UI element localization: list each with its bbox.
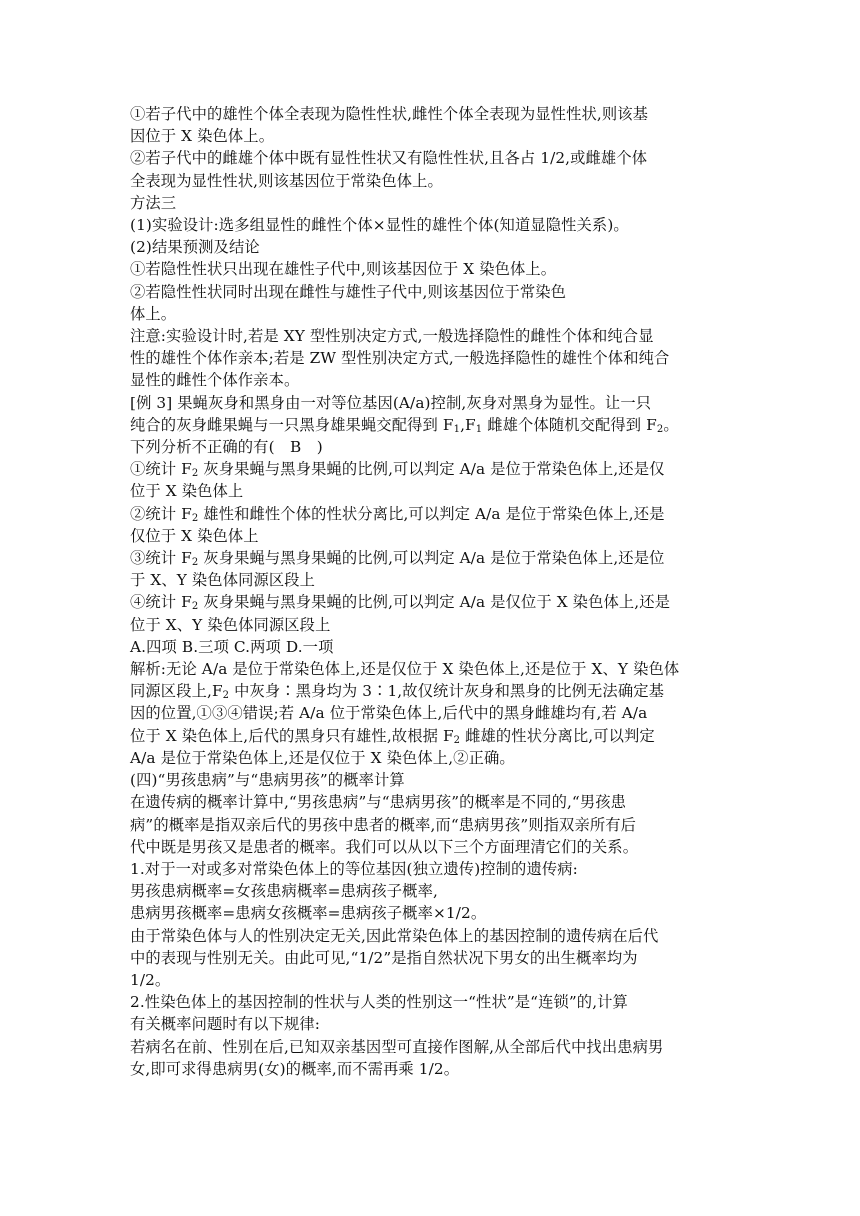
option-2-prefix: ②统计 F	[130, 504, 192, 523]
method3-prediction-2-line-1: ②若隐性性状同时出现在雌性与雄性子代中,则该基因位于常染色	[130, 282, 567, 301]
subscript: 2	[656, 423, 664, 435]
option-3-prefix: ③统计 F	[130, 549, 192, 568]
option-4-line-1	[130, 591, 735, 613]
method3-prediction-heading: (2)结果预测及结论	[130, 238, 260, 257]
example3-line-2-part-d: 。	[663, 415, 679, 434]
section4-intro-1: 在遗传病的概率计算中,“男孩患病”与“患病男孩”的概率是不同的,“男孩患	[130, 793, 627, 812]
option-1-line-1	[130, 458, 735, 480]
method2-result-1-line-1: ①若子代中的雄性个体全表现为隐性性状,雌性个体全表现为显性性状,则该基	[130, 105, 649, 123]
method2-result-2-line-2: 全表现为显性性状,则该基因位于常染色体上。	[130, 171, 443, 190]
method3-prediction-2-line-2: 体上。	[130, 304, 177, 323]
method2-result-1-line-2: 因位于 X 染色体上。	[130, 127, 275, 146]
answer-choices: A.四项 B.三项 C.两项 D.一项	[130, 637, 334, 656]
option-2-line-1	[130, 503, 735, 525]
option-2-line-2: 仅位于 X 染色体上	[130, 526, 259, 545]
section4-explanation-3: 1/2。	[130, 970, 171, 989]
option-3-line-2: 于 X、Y 染色体同源区段上	[130, 571, 316, 590]
option-1-text: 灰身果蝇与黑身果蝇的比例,可以判定 A/a 是位于常染色体上,还是仅	[198, 460, 665, 479]
analysis-line-1: 解析:无论 A/a 是位于常染色体上,还是仅位于 X 染色体上,还是位于 X、Y 染色体	[130, 660, 680, 679]
section4-formula-2: 患病男孩概率=患病女孩概率=患病孩子概率×1/2。	[130, 904, 487, 923]
subscript: 2	[191, 468, 199, 480]
subscript: 2	[191, 512, 199, 524]
example3-question: 下列分析不正确的有( B )	[130, 438, 323, 457]
method2-result-2-line-1: ②若子代中的雌雄个体中既有显性性状又有隐性性状,且各占 1/2,或雌雄个体	[130, 149, 648, 168]
section4-formula-1: 男孩患病概率=女孩患病概率=患病孩子概率,	[130, 882, 438, 901]
example3-line-1: [例 3] 果蝇灰身和黑身由一对等位基因(A/a)控制,灰身对黑身为显性。让一只	[130, 393, 652, 412]
example3-line-2-part-c: 雌雄个体随机交配得到 F	[482, 415, 657, 434]
section4-explanation-1: 由于常染色体与人的性别决定无关,因此常染色体上的基因控制的遗传病在后代	[130, 926, 659, 945]
document-body	[130, 103, 735, 1080]
subscript: 2	[191, 557, 199, 569]
subscript: 1	[475, 423, 483, 435]
example3-line-2	[130, 414, 735, 436]
note-line-1: 注意:实验设计时,若是 XY 型性别决定方式,一般选择隐性的雌性个体和纯合显	[130, 327, 654, 346]
section4-rule-line-2: 女,即可求得患病男(女)的概率,而不需再乘 1/2。	[130, 1059, 460, 1078]
section4-point-2-line-2: 有关概率问题时有以下规律:	[130, 1015, 321, 1034]
section4-point-2-line-1: 2.性染色体上的基因控制的性状与人类的性别这一“性状”是“连锁”的,计算	[130, 993, 628, 1012]
analysis-line-2-prefix: 同源区段上,F	[130, 682, 223, 701]
option-3-text: 灰身果蝇与黑身果蝇的比例,可以判定 A/a 是位于常染色体上,还是位	[198, 549, 665, 568]
option-3-line-1	[130, 547, 735, 569]
analysis-line-4-prefix: 位于 X 染色体上,后代的黑身只有雄性,故根据 F	[130, 726, 454, 745]
subscript: 1	[453, 423, 461, 435]
option-2-text: 雄性和雌性个体的性状分离比,可以判定 A/a 是位于常染色体上,还是	[198, 504, 665, 523]
analysis-line-4-text: 雌雄的性状分离比,可以判定	[460, 726, 655, 745]
option-4-text: 灰身果蝇与黑身果蝇的比例,可以判定 A/a 是仅位于 X 染色体上,还是	[198, 593, 671, 612]
option-1-line-2: 位于 X 染色体上	[130, 482, 244, 501]
subscript: 2	[191, 601, 199, 613]
section4-title: (四)“男孩患病”与“患病男孩”的概率计算	[130, 771, 405, 790]
method3-heading: 方法三	[130, 193, 177, 212]
section4-intro-2: 病”的概率是指双亲后代的男孩中患者的概率,而“患病男孩”则指双亲所有后	[130, 815, 637, 834]
method3-design: (1)实验设计:选多组显性的雌性个体×显性的雄性个体(知道显隐性关系)。	[130, 216, 629, 235]
subscript: 2	[453, 734, 461, 746]
option-4-prefix: ④统计 F	[130, 593, 192, 612]
section4-rule-line-1: 若病名在前、性别在后,已知双亲基因型可直接作图解,从全部后代中找出患病男	[130, 1037, 664, 1056]
section4-intro-3: 代中既是男孩又是患者的概率。我们可以从以下三个方面理清它们的关系。	[130, 837, 639, 856]
example3-line-2-part-b: ,F	[460, 415, 476, 434]
analysis-line-2	[130, 680, 735, 702]
analysis-line-3: 因的位置,①③④错误;若 A/a 位于常染色体上,后代中的黑身雌雄均有,若 A/a	[130, 704, 648, 723]
option-4-line-2: 位于 X、Y 染色体同源区段上	[130, 615, 331, 634]
analysis-line-4	[130, 725, 735, 747]
note-line-3: 显性的雌性个体作亲本。	[130, 371, 300, 390]
subscript: 2	[222, 690, 230, 702]
option-1-prefix: ①统计 F	[130, 460, 192, 479]
example3-line-2-part-a: 纯合的灰身雌果蝇与一只黑身雄果蝇交配得到 F	[130, 415, 454, 434]
note-line-2: 性的雄性个体作亲本;若是 ZW 型性别决定方式,一般选择隐性的雄性个体和纯合	[130, 349, 670, 368]
method3-prediction-1: ①若隐性性状只出现在雄性子代中,则该基因位于 X 染色体上。	[130, 260, 557, 279]
analysis-line-5: A/a 是位于常染色体上,还是仅位于 X 染色体上,②正确。	[130, 748, 515, 767]
analysis-line-2-text: 中灰身∶黑身均为 3∶1,故仅统计灰身和黑身的比例无法确定基	[229, 682, 665, 701]
section4-explanation-2: 中的表现与性别无关。由此可见,“1/2”是指自然状况下男女的出生概率均为	[130, 948, 638, 967]
section4-point-1-title: 1.对于一对或多对常染色体上的等位基因(独立遗传)控制的遗传病:	[130, 859, 578, 878]
